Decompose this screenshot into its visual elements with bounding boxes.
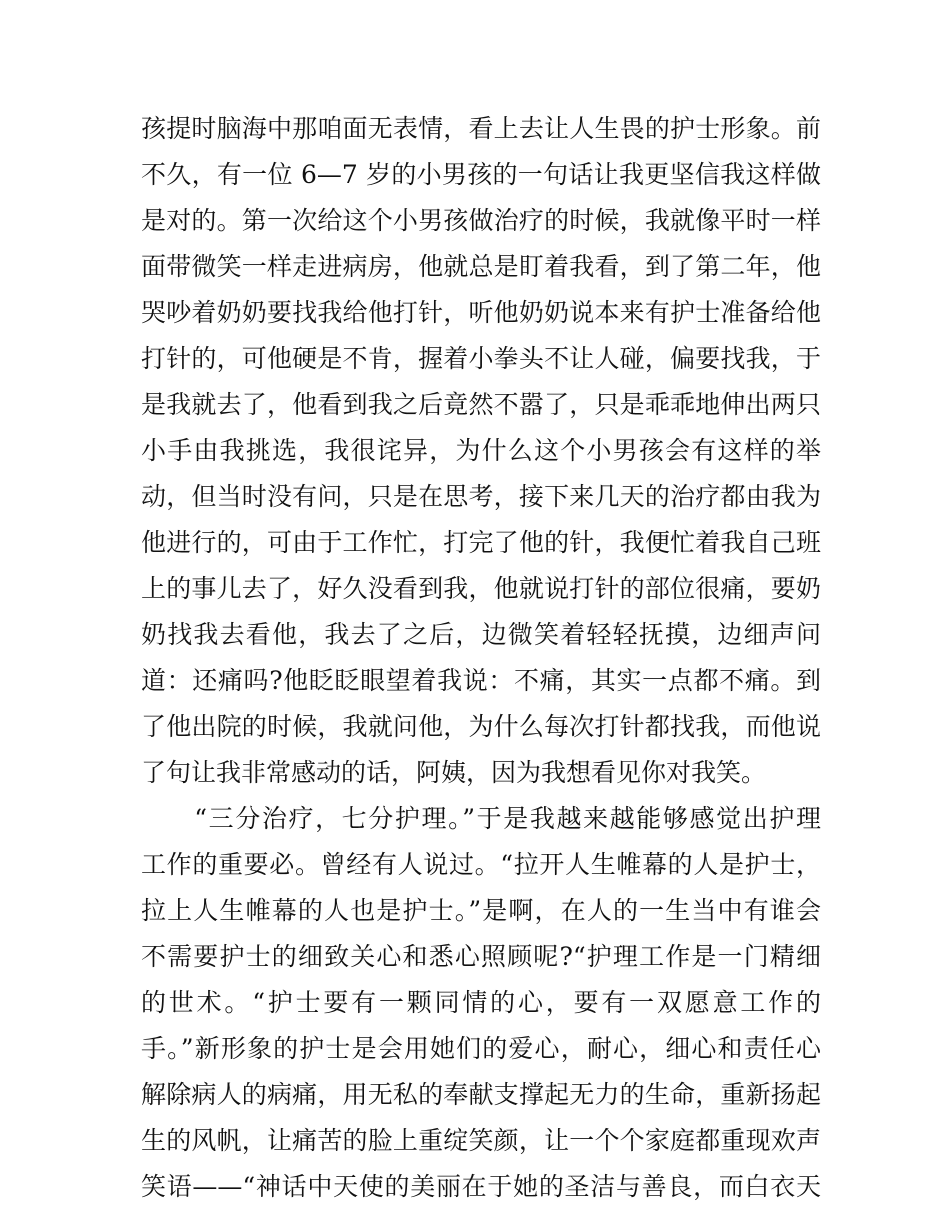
text-line-22: 解除病人的病痛，用无私的奉献支撑起无力的生命，重新扬起	[141, 1080, 821, 1109]
text-line-18: 拉上人生帷幕的人也是护士。”是啊，在人的一生当中有谁会	[141, 896, 821, 925]
text-line-2: 不久，有一位 6—7 岁的小男孩的一句话让我更坚信我这样做	[141, 160, 821, 189]
text-line-8: 小手由我挑选，我很诧异，为什么这个小男孩会有这样的举	[141, 436, 821, 465]
text-line-6: 打针的，可他硬是不肯，握着小拳头不让人碰，偏要找我，于	[141, 344, 821, 373]
text-line-10: 他进行的，可由于工作忙，打完了他的针，我便忙着我自己班	[141, 528, 821, 557]
text-line-5: 哭吵着奶奶要找我给他打针，听他奶奶说本来有护士准备给他	[141, 298, 821, 327]
text-line-20: 的世术。“护士要有一颗同情的心，要有一双愿意工作的	[141, 988, 821, 1017]
text-line-15: 了句让我非常感动的话，阿姨，因为我想看见你对我笑。	[141, 758, 767, 787]
text-line-19: 不需要护士的细致关心和悉心照顾呢?“护理工作是一门精细	[141, 942, 821, 971]
text-line-4: 面带微笑一样走进病房，他就总是盯着我看，到了第二年，他	[141, 252, 821, 281]
text-line-21: 手。”新形象的护士是会用她们的爱心，耐心，细心和责任心	[141, 1034, 821, 1063]
text-line-13: 道：还痛吗?他眨眨眼望着我说：不痛，其实一点都不痛。到	[141, 666, 821, 695]
text-line-11: 上的事儿去了，好久没看到我，他就说打针的部位很痛，要奶	[141, 574, 821, 603]
text-line-3: 是对的。第一次给这个小男孩做治疗的时候，我就像平时一样	[141, 206, 821, 235]
text-line-23: 生的风帆，让痛苦的脸上重绽笑颜，让一个个家庭都重现欢声	[141, 1126, 821, 1155]
text-line-7: 是我就去了，他看到我之后竟然不嚣了，只是乖乖地伸出两只	[141, 390, 821, 419]
text-line-17: 工作的重要必。曾经有人说过。“拉开人生帷幕的人是护士，	[141, 850, 821, 879]
text-line-12: 奶找我去看他，我去了之后，边微笑着轻轻抚摸，边细声问	[141, 620, 821, 649]
text-line-16: “三分治疗，七分护理。”于是我越来越能够感觉出护理	[141, 804, 821, 833]
text-line-9: 动，但当时没有问，只是在思考，接下来几天的治疗都由我为	[141, 482, 821, 511]
text-line-14: 了他出院的时候，我就问他，为什么每次打针都找我，而他说	[141, 712, 821, 741]
text-line-1: 孩提时脑海中那咱面无表情，看上去让人生畏的护士形象。前	[141, 114, 821, 143]
text-line-24: 笑语——“神话中天使的美丽在于她的圣洁与善良，而白衣天	[141, 1172, 821, 1201]
body-text	[141, 106, 821, 1210]
